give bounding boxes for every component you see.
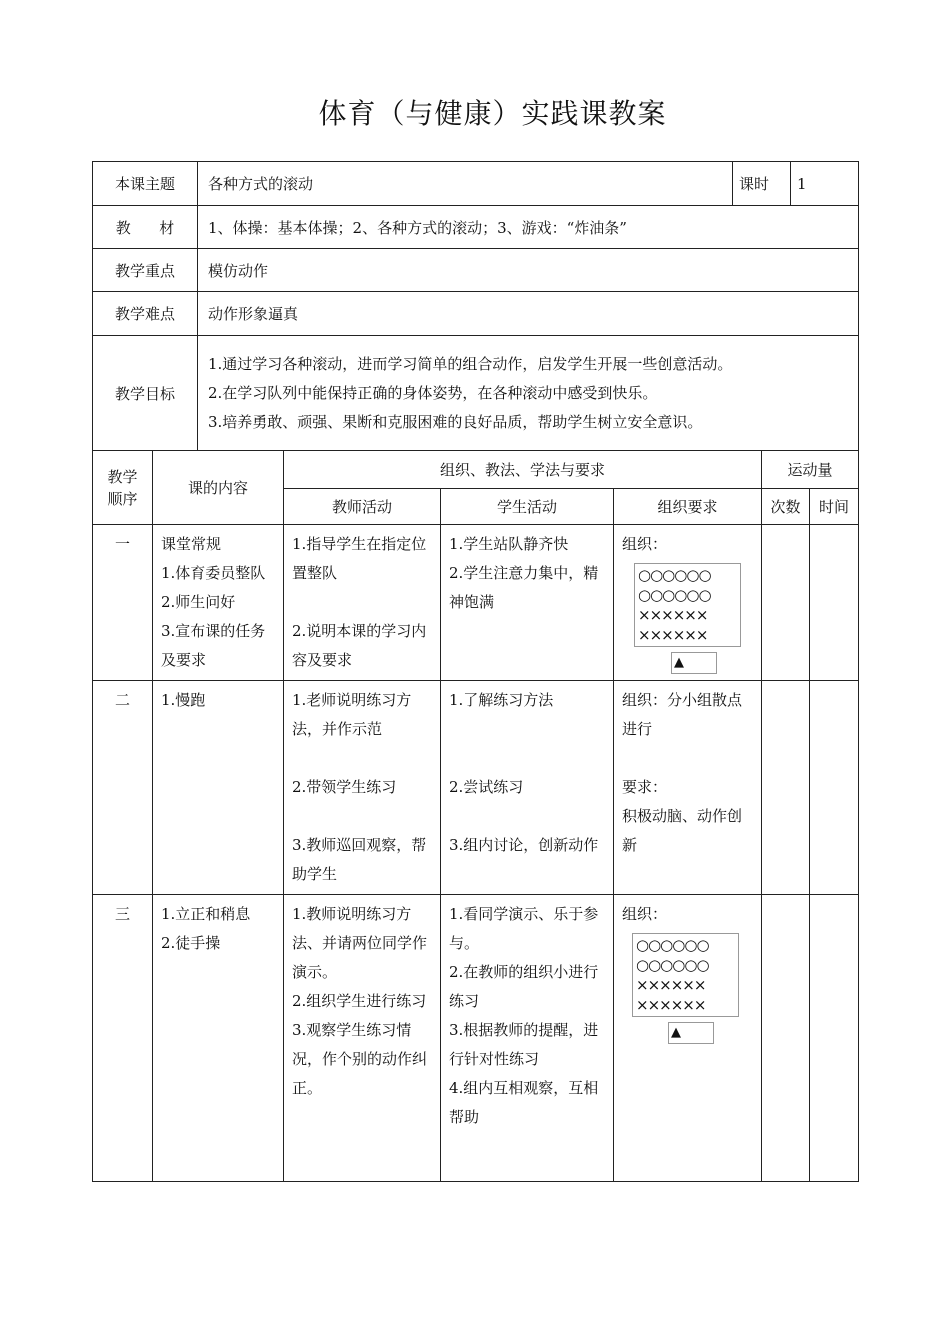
formation-row: ○○○○○○ [638, 586, 711, 604]
teacher-marker-icon: ▲ [671, 652, 717, 674]
row-times [762, 681, 810, 895]
goal-item: 1.通过学习各种滚动，进而学习简单的组合动作，启发学生开展一些创意活动。 [208, 354, 733, 373]
times-header: 次数 [762, 489, 810, 525]
formation-row: ×××××× [638, 626, 708, 644]
row-teacher: 1.老师说明练习方法，并作示范 2.带领学生练习 3.教师巡回观察，帮助学生 [284, 681, 441, 895]
formation-diagram [634, 563, 741, 647]
formation-diagram [632, 933, 739, 1017]
order-header: 教学 顺序 [93, 451, 153, 525]
formation-row: ×××××× [636, 996, 706, 1014]
row-content: 1.慢跑 [153, 681, 284, 895]
row-requirement [614, 895, 762, 1182]
difficulty-value: 动作形象逼真 [198, 292, 859, 336]
row-time [810, 681, 859, 895]
key-point-label: 教学重点 [93, 249, 198, 292]
material-value: 1、体操：基本体操；2、各种方式的滚动；3、游戏：“炸油条” [198, 206, 859, 249]
formation-row: ○○○○○○ [636, 956, 709, 974]
goal-item: 3.培养勇敢、顽强、果断和克服困难的良好品质，帮助学生树立安全意识。 [208, 412, 703, 431]
info-table [92, 161, 859, 451]
row-time [810, 525, 859, 681]
table-row [93, 895, 859, 1182]
row-student: 1.看同学演示、乐于参与。 2.在教师的组织小进行练习 3.根据教师的提醒，进行针对性练习 4.组内互相观察，互相帮助 [441, 895, 614, 1182]
row-order: 一 [93, 525, 153, 681]
student-header: 学生活动 [441, 489, 614, 525]
page-title: 体育（与健康）实践课教案 [318, 97, 667, 130]
row-order: 三 [93, 895, 153, 1182]
hours-label: 课时 [733, 162, 791, 206]
formation-row: ○○○○○○ [636, 936, 709, 954]
load-group-header: 运动量 [762, 451, 859, 489]
goals-label: 教学目标 [93, 336, 198, 451]
table-row [93, 681, 859, 895]
teacher-header: 教师活动 [284, 489, 441, 525]
row-teacher: 1.教师说明练习方法、并请两位同学作演示。 2.组织学生进行练习 3.观察学生练习情况，作个别的动作纠正。 [284, 895, 441, 1182]
time-header: 时间 [810, 489, 859, 525]
key-point-value: 模仿动作 [198, 249, 859, 292]
row-order: 二 [93, 681, 153, 895]
material-label: 教 材 [93, 206, 198, 249]
teacher-marker-icon: ▲ [668, 1022, 714, 1044]
content-header: 课的内容 [153, 451, 284, 525]
row-time [810, 895, 859, 1182]
difficulty-label: 教学难点 [93, 292, 198, 336]
goals-list [198, 336, 859, 451]
row-times [762, 525, 810, 681]
row-content: 课堂常规 1.体育委员整队 2.师生问好 3.宣布课的任务及要求 [153, 525, 284, 681]
row-requirement: 组织：分小组散点进行 要求： 积极动脑、动作创新 [614, 681, 762, 895]
row-requirement [614, 525, 762, 681]
org-group-header: 组织、教法、学法与要求 [284, 451, 762, 489]
theme-value: 各种方式的滚动 [198, 162, 733, 206]
theme-label: 本课主题 [93, 162, 198, 206]
row-student: 1.了解练习方法 2.尝试练习 3.组内讨论，创新动作 [441, 681, 614, 895]
row-student: 1.学生站队静齐快 2.学生注意力集中，精神饱满 [441, 525, 614, 681]
formation-row: ×××××× [638, 606, 708, 624]
requirement-text: 组织： [622, 535, 668, 553]
requirement-header: 组织要求 [614, 489, 762, 525]
row-times [762, 895, 810, 1182]
hours-value: 1 [791, 162, 859, 206]
row-content: 1.立正和稍息 2.徒手操 [153, 895, 284, 1182]
table-row [93, 525, 859, 681]
row-teacher: 1.指导学生在指定位置整队 2.说明本课的学习内容及要求 [284, 525, 441, 681]
formation-row: ○○○○○○ [638, 566, 711, 584]
plan-table [92, 450, 859, 1182]
goal-item: 2.在学习队列中能保持正确的身体姿势，在各种滚动中感受到快乐。 [208, 383, 658, 402]
requirement-text: 组织： [622, 905, 668, 923]
formation-row: ×××××× [636, 976, 706, 994]
